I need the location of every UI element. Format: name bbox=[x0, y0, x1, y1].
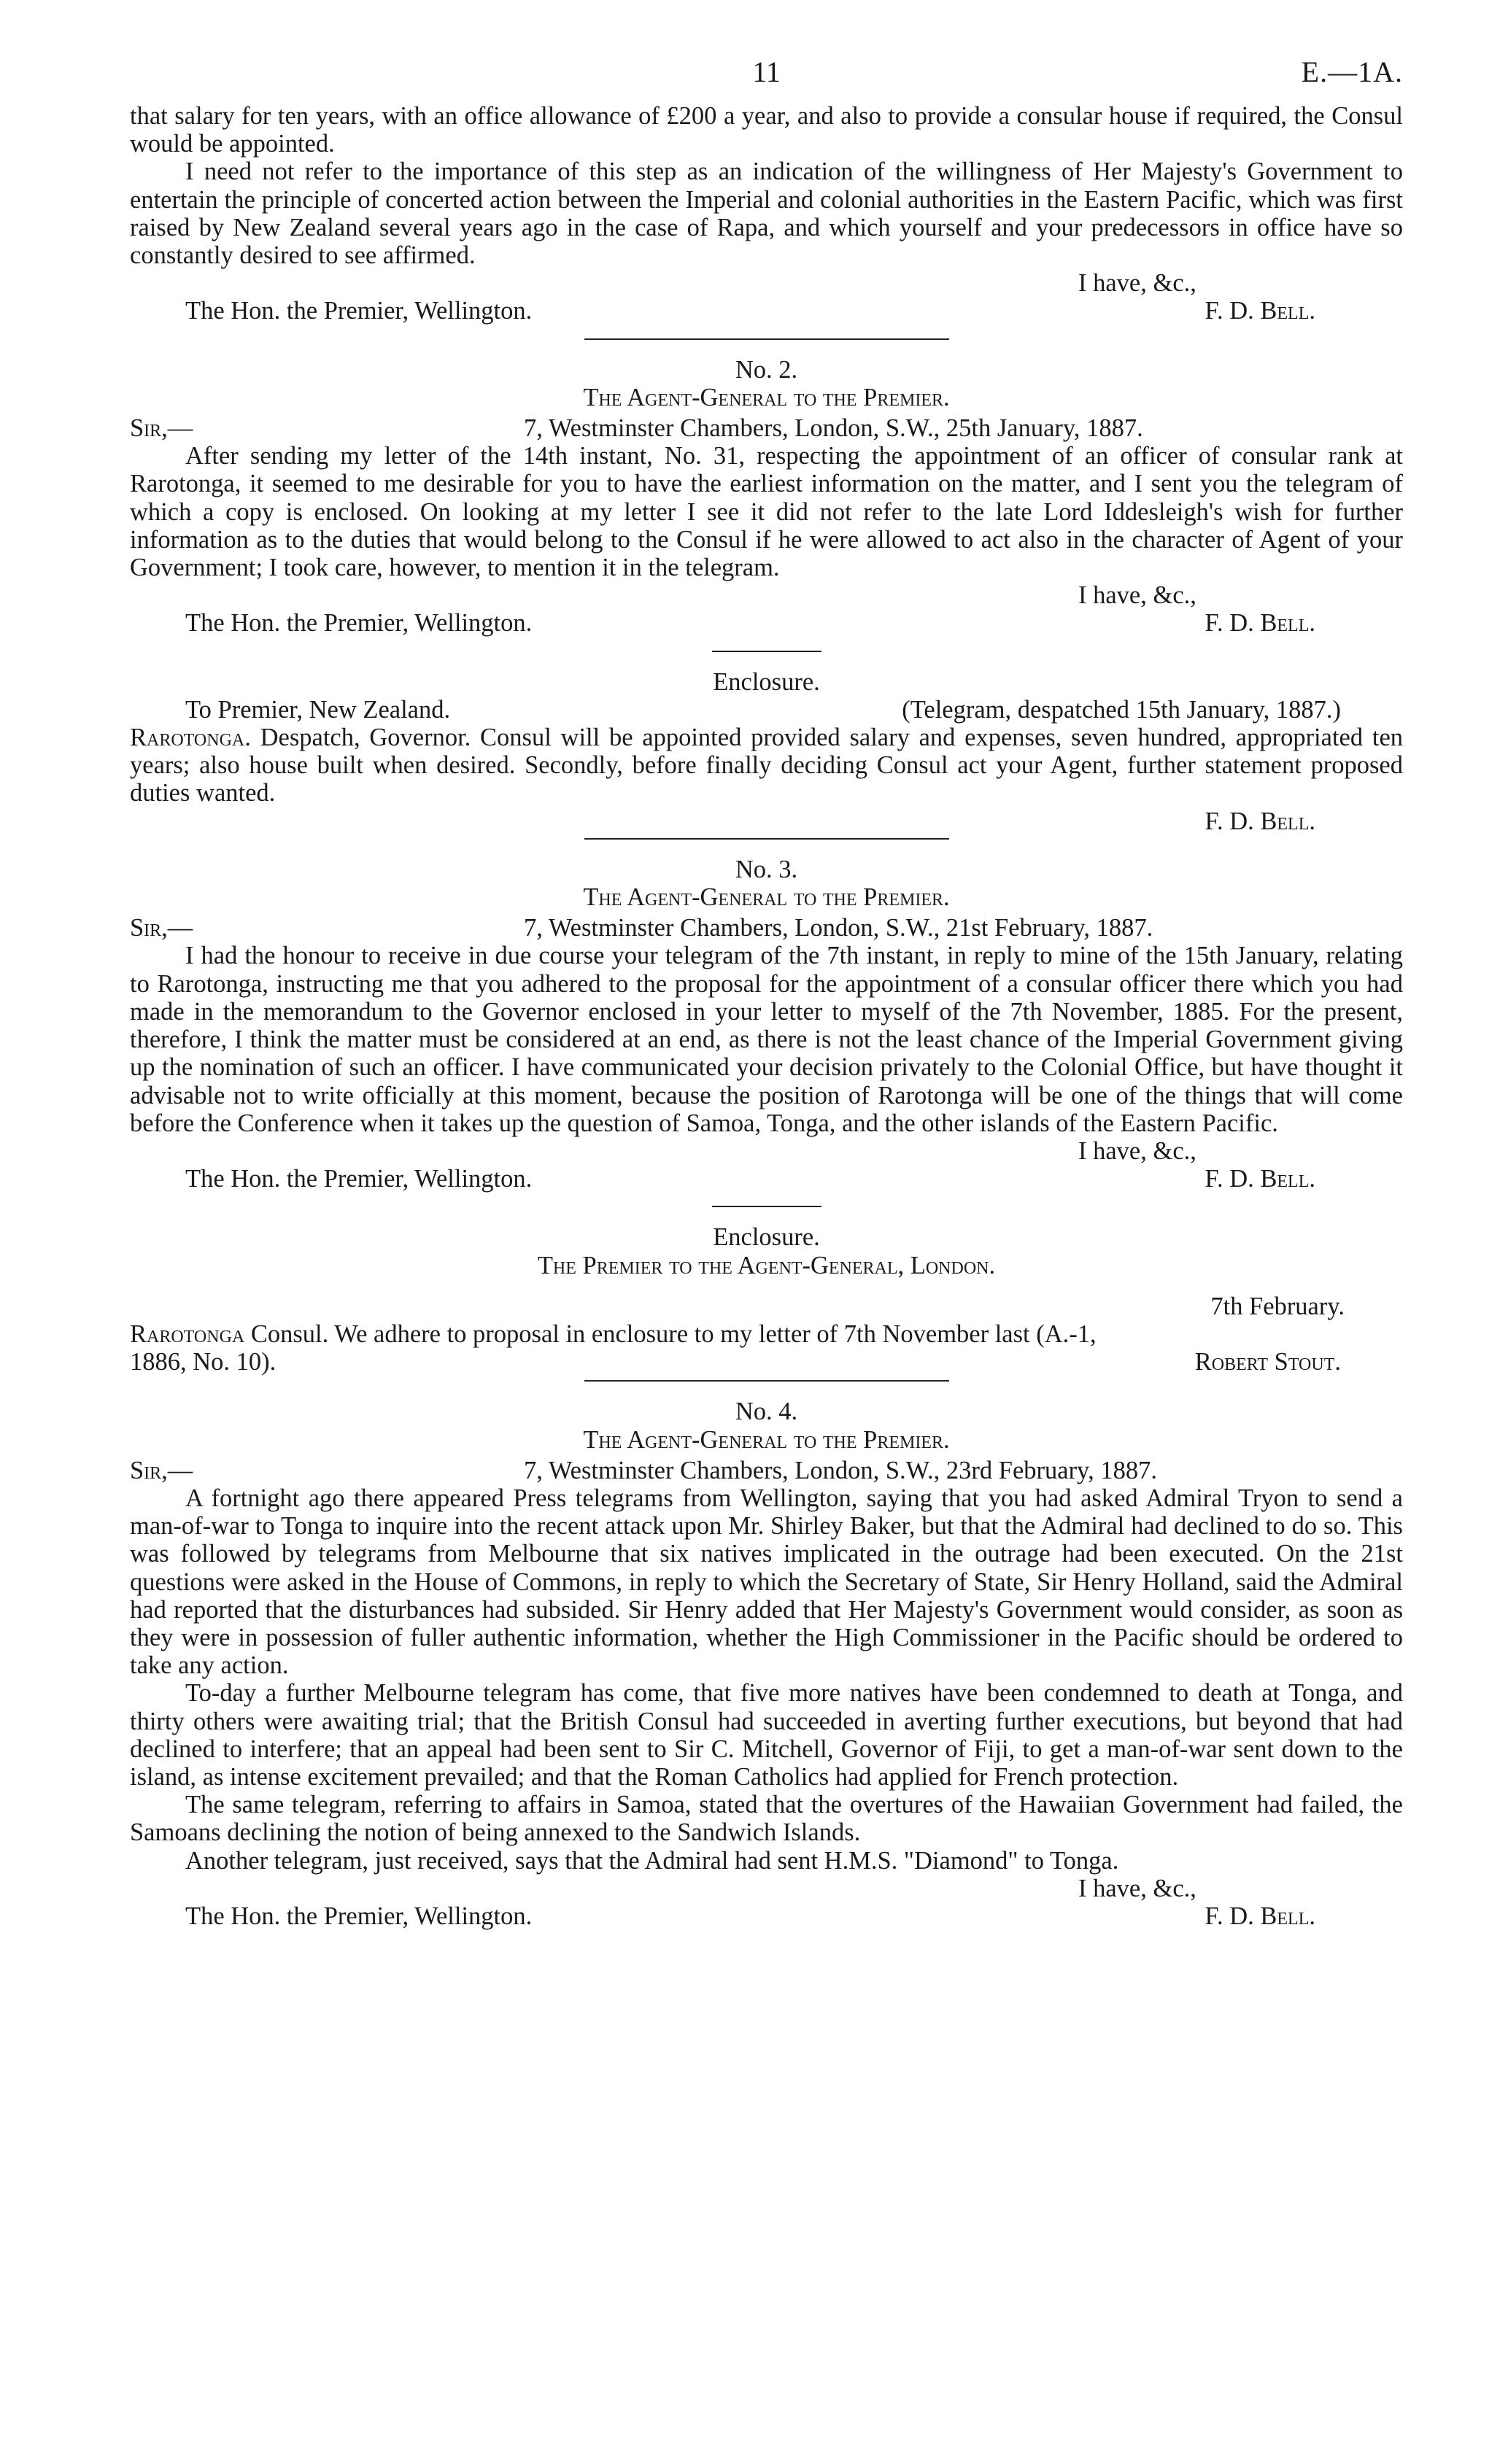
letter4-paragraph-2: To-day a further Melbourne telegram has come, that five more natives have been condemned to death at Tonga, and thirty others were awaiting trial; that the British Consul had succeeded in averting further executions, but beyond that had declined to interfere; that an appeal had been sent to Sir C. Mitchell, Governor of Fiji, to get a man-of-war sent down to the island, as intense excitement prevailed; and that the Roman Catholics had applied for French protection. bbox=[130, 1679, 1403, 1791]
letter2-enclosure-note: (Telegram, despatched 15th January, 1887.) bbox=[902, 695, 1341, 724]
letter2-enclosure-body-paragraph bbox=[130, 724, 1403, 807]
enclosure-divider bbox=[712, 1206, 821, 1207]
letter3-number: No. 3. bbox=[735, 855, 798, 883]
letter3-enclosure-lead: Rarotonga bbox=[130, 1320, 245, 1348]
letter4-paragraph-4: Another telegram, just received, says that the Admiral had sent H.M.S. "Diamond" to Tonga. bbox=[185, 1846, 1119, 1875]
letter2-enclosure-to: To Premier, New Zealand. bbox=[185, 695, 451, 724]
letter4-address-date: 7, Westminster Chambers, London, S.W., 23rd February, 1887. bbox=[524, 1456, 1157, 1484]
letter4-paragraph-1: A fortnight ago there appeared Press telegrams from Wellington, saying that you had asked Admiral Tryon to send a man-of-war to Tonga to inquire into the recent attack upon Mr. Shirley Baker, but that the Admiral had declined to do so. This was followed by telegrams from Melbourne that six natives implicated in the outrage had been executed. On the 21st questions were asked in the House of Commons, in reply to which the Secretary of State, Sir Henry Holland, said the Admiral had reported that the disturbances had subsided. Sir Henry added that Her Majesty's Government would consider, as soon as they were in possession of fuller authentic information, whether the High Commissioner in the Pacific should be ordered to take any action. bbox=[130, 1484, 1403, 1680]
letter3-closing: I have, &c., bbox=[1078, 1136, 1196, 1165]
section-divider bbox=[584, 338, 949, 340]
letter2-closing: I have, &c., bbox=[1078, 581, 1196, 610]
page-number: 11 bbox=[752, 55, 781, 88]
letter3-enclosure-body-line-1 bbox=[130, 1320, 1403, 1348]
letter2-address-date: 7, Westminster Chambers, London, S.W., 25th January, 1887. bbox=[524, 414, 1143, 443]
letter2-addressee: The Hon. the Premier, Wellington. bbox=[185, 609, 533, 638]
letter2-body: After sending my letter of the 14th instant, No. 31, respecting the appointment of an officer of consular rank at Rarotonga, it seemed to me desirable for you to have the earliest information on the matter, and I sent you the telegram of which a copy is enclosed. On looking at my letter I see it did not refer to the late Lord Iddesleigh's wish for further information as to the duties that would belong to the Consul if he were allowed to act also in the character of Agent of your Government; I took care, however, to mention it in the telegram. bbox=[130, 442, 1403, 582]
letter2-signature: F. D. Bell. bbox=[1205, 609, 1315, 638]
letter4-salutation: Sir,— bbox=[130, 1456, 193, 1484]
letter4-signature: F. D. Bell. bbox=[1205, 1902, 1315, 1930]
letter4-title: The Agent-General to the Premier. bbox=[583, 1425, 950, 1454]
letter3-salutation: Sir,— bbox=[130, 914, 193, 942]
letter4-salutation-row bbox=[130, 1457, 1403, 1484]
letter2-number: No. 2. bbox=[735, 355, 798, 384]
letter3-addressee: The Hon. the Premier, Wellington. bbox=[185, 1165, 533, 1193]
document-page bbox=[130, 55, 1404, 1930]
letter3-title: The Agent-General to the Premier. bbox=[583, 883, 950, 912]
letter3-enclosure-date: 7th February. bbox=[1210, 1292, 1345, 1320]
letter4-sign-row bbox=[130, 1902, 1403, 1930]
letter3-enclosure-body-1: Consul. We adhere to proposal in enclosure to my letter of 7th November last (A.-1, bbox=[250, 1320, 1097, 1348]
opening-sign-row bbox=[130, 297, 1403, 325]
letter3-signature: F. D. Bell. bbox=[1205, 1165, 1315, 1193]
letter2-enclosure-lead: Rarotonga. bbox=[130, 724, 251, 752]
letter4-addressee: The Hon. the Premier, Wellington. bbox=[185, 1902, 533, 1930]
enclosure-divider bbox=[712, 651, 821, 652]
opening-closing: I have, &c., bbox=[1078, 269, 1196, 298]
letter3-enclosure-last-row bbox=[130, 1348, 1403, 1376]
spacer bbox=[130, 1279, 1403, 1293]
letter2-enclosure-body: Despatch, Governor. Consul will be appointed provided salary and expenses, seven hundred, appropriated ten years; also house built when desired. Secondly, before finally deciding Consul act your Agent, further statement proposed duties wanted. bbox=[130, 724, 1404, 807]
letter2-enclosure-row bbox=[130, 696, 1403, 724]
letter3-enclosure-body-2: 1886, No. 10). bbox=[130, 1348, 277, 1376]
letter2-enclosure-signature: F. D. Bell. bbox=[1205, 807, 1315, 835]
opening-paragraph-1: that salary for ten years, with an office allowance of £200 a year, and also to provide a consular house if required, the Consul would be appointed. bbox=[130, 102, 1403, 158]
letter2-sign-row bbox=[130, 609, 1403, 637]
letter2-salutation: Sir,— bbox=[130, 414, 193, 443]
letter4-number: No. 4. bbox=[735, 1398, 798, 1426]
section-divider bbox=[584, 838, 949, 840]
letter2-salutation-row bbox=[130, 414, 1403, 442]
opening-addressee: The Hon. the Premier, Wellington. bbox=[185, 297, 533, 325]
letter3-enclosure-title: The Premier to the Agent-General, London. bbox=[537, 1251, 996, 1279]
letter3-address-date: 7, Westminster Chambers, London, S.W., 21st February, 1887. bbox=[524, 914, 1153, 942]
letter2-title: The Agent-General to the Premier. bbox=[583, 383, 950, 411]
letter3-enclosure-signature: Robert Stout. bbox=[1194, 1348, 1341, 1376]
section-divider bbox=[584, 1380, 949, 1382]
document-reference: E.—1A. bbox=[1301, 55, 1403, 88]
opening-paragraph-2: I need not refer to the importance of this step as an indication of the willingness of Her Majesty's Government to entertain the principle of concerted action between the Imperial and colonial authorities in the Eastern Pacific, which was first raised by New Zealand several years ago in the case of Rapa, and which yourself and your predecessors in office have so constantly desired to see affirmed. bbox=[130, 158, 1403, 270]
letter3-sign-row bbox=[130, 1165, 1403, 1193]
letter4-closing: I have, &c., bbox=[1078, 1874, 1196, 1902]
letter3-body: I had the honour to receive in due course your telegram of the 7th instant, in reply to mine of the 15th January, relating to Rarotonga, instructing me that you adhered to the proposal for the appointment of a consular officer there which you had made in the memorandum to the Governor enclosed in your letter to myself of the 7th November, 1885. For the present, therefore, I think the matter must be considered at an end, as there is not the least chance of the Imperial Government giving up the nomination of such an officer. I have communicated your decision privately to the Colonial Office, but have thought it advisable not to write officially at this moment, because the position of Rarotonga will be one of the things that will come before the Conference when it takes up the question of Samoa, Tonga, and the other islands of the Eastern Pacific. bbox=[130, 942, 1403, 1137]
letter4-paragraph-3: The same telegram, referring to affairs in Samoa, stated that the overtures of the Hawaiian Government had failed, the Samoans declining the notion of being annexed to the Sandwich Islands. bbox=[130, 1791, 1403, 1847]
letter2-enclosure-heading: Enclosure. bbox=[713, 667, 820, 696]
page-header bbox=[130, 55, 1403, 102]
letter3-salutation-row bbox=[130, 914, 1403, 942]
opening-signature: F. D. Bell. bbox=[1205, 297, 1315, 325]
letter3-enclosure-heading: Enclosure. bbox=[713, 1223, 820, 1252]
